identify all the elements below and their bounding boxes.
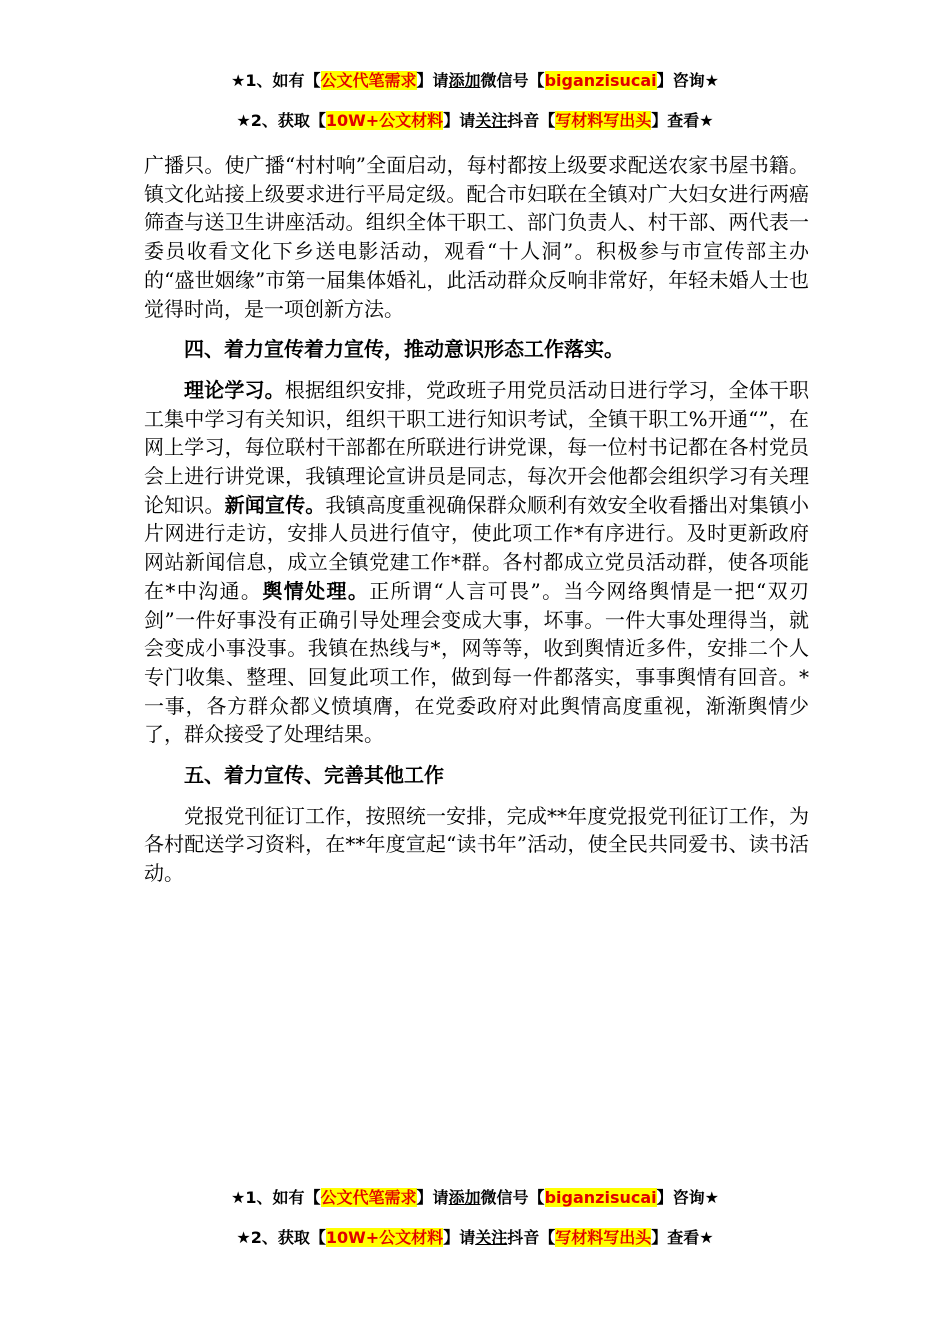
banner-text: 抖音【 — [507, 1228, 556, 1247]
banner-text: 】请 — [416, 71, 449, 90]
paragraph-lead: 新闻宣传。 — [224, 492, 326, 517]
banner-highlight: 写材料写出头 — [555, 111, 652, 130]
body-paragraph: 党报党刊征订工作，按照统一安排，完成**年度党报党刊征订工作，为各村配送学习资料，在**年度宣起“读书年”活动，使全民共同爱书、读书活动。 — [144, 803, 809, 886]
banner-underlined-text: 添加 — [448, 1188, 481, 1207]
banner-highlight: biganzisucai — [544, 71, 657, 90]
body-paragraph — [144, 376, 809, 749]
paragraph-text: 我镇高度重视确保群众顺利有效安全收看播出对集镇小片网进行走访，安排人员进行值守，使此项工作*有序进行。及时更新政府网站新闻信息，成立全镇党建工作*群。各村都成立党员活动群，使各项能在*中沟通。 — [144, 492, 809, 603]
banner-highlight: 公文代笔需求 — [320, 71, 417, 90]
banner-text: ★1、如有【 — [231, 71, 321, 90]
banner-text: 】查看★ — [651, 1228, 714, 1247]
header-banner-line-2 — [0, 110, 950, 132]
header-banner-line-1 — [0, 70, 950, 92]
banner-text: 】请 — [443, 1228, 476, 1247]
banner-text: ★2、获取【 — [236, 1228, 326, 1247]
banner-highlight: 10W+公文材料 — [325, 111, 444, 130]
banner-underlined-text: 添加 — [448, 71, 481, 90]
banner-text: 】请 — [443, 111, 476, 130]
banner-highlight: biganzisucai — [544, 1188, 657, 1207]
section-heading-5: 五、着力宣传、完善其他工作 — [184, 763, 444, 788]
paragraph-lead: 舆情处理。 — [262, 578, 370, 603]
banner-highlight: 公文代笔需求 — [320, 1188, 417, 1207]
banner-underlined-text: 关注 — [475, 1228, 508, 1247]
paragraph-text: 根据组织安排，党政班子用党员活动日进行学习，全体干职工集中学习有关知识，组织干职工进行知识考试，全镇干职工%开通“”，在网上学习，每位联村干部都在所联进行讲党课，每一位村书记都在各村党员会上进行讲党课，我镇理论宣讲员是同志，每次开会他都会组织学习有关理论知识。 — [144, 377, 810, 517]
banner-highlight: 10W+公文材料 — [325, 1228, 444, 1247]
document-body — [144, 151, 809, 888]
banner-text: 抖音【 — [507, 111, 556, 130]
banner-text: 】咨询★ — [656, 71, 719, 90]
footer-banner-line-2 — [0, 1227, 950, 1249]
footer-banner-line-1 — [0, 1187, 950, 1209]
banner-underlined-text: 关注 — [475, 111, 508, 130]
banner-text: 微信号【 — [480, 1188, 545, 1207]
banner-text: ★2、获取【 — [236, 111, 326, 130]
body-paragraph: 广播只。使广播“村村响”全面启动，每村都按上级要求配送农家书屋书籍。镇文化站接上级要求进行平局定级。配合市妇联在全镇对广大妇女进行两癌筛查与送卫生讲座活动。组织全体干职工、部门负责人、村干部、两代表一委员收看文化下乡送电影活动，观看“十人洞”。积极参与市宣传部主办的“盛世姻缘”市第一届集体婚礼，此活动群众反响非常好，年轻未婚人士也觉得时尚，是一项创新方法。 — [144, 153, 809, 321]
paragraph-text: 正所谓“人言可畏”。当今网络舆情是一把“双刃剑”一件好事没有正确引导处理会变成大事，坏事。一件大事处理得当，就会变成小事没事。我镇在热线与*，网等等，收到舆情近多件，安排二个人专门收集、整理、回复此项工作，做到每一件都落实，事事舆情有回音。*一事，各方群众都义愤填膺，在党委政府对此舆情高度重视，渐渐舆情少了，群众接受了处理结果。 — [144, 578, 810, 747]
banner-text: 】咨询★ — [656, 1188, 719, 1207]
banner-highlight: 写材料写出头 — [555, 1228, 652, 1247]
banner-text: 】请 — [416, 1188, 449, 1207]
paragraph-lead: 理论学习。 — [184, 377, 285, 402]
banner-text: 微信号【 — [480, 71, 545, 90]
banner-text: ★1、如有【 — [231, 1188, 321, 1207]
banner-text: 】查看★ — [651, 111, 714, 130]
section-heading-4: 四、着力宣传着力宣传，推动意识形态工作落实。 — [184, 337, 624, 362]
